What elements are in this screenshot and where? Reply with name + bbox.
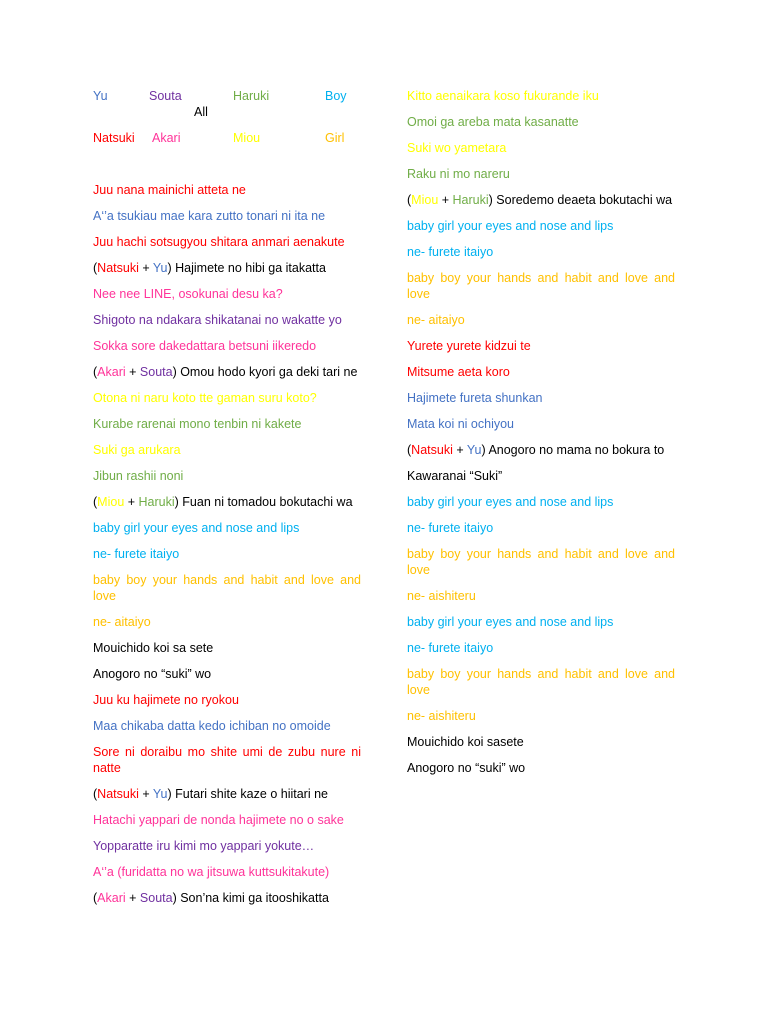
lyric-segment: Haruki [452,193,489,207]
legend-haruki: Haruki [233,89,270,103]
lyric-line [93,718,361,734]
lyric-segment: Souta [139,365,173,379]
lyric-line [93,744,361,776]
lyric-segment: ) Futari shite kaze o hiitari ne [167,787,328,801]
legend-girl: Girl [325,131,345,145]
lyric-line [93,182,361,198]
lyric-line [407,734,675,750]
lyric-line [407,416,675,432]
lyric-segment: Yu [152,261,168,275]
lyric-segment: baby girl your eyes and nose and lips [93,521,300,535]
lyric-segment: A‘’a tsukiau mae kara zutto tonari ni ita ne [93,209,326,223]
lyric-segment: Kawaranai “Suki” [407,469,503,483]
lyric-line [93,286,361,302]
lyric-segment: baby boy your hands and habit and love and love [407,271,675,301]
lyric-line [407,614,675,630]
lyric-segment: + [125,365,140,379]
lyric-segment: ( [407,443,412,457]
lyric-line [407,708,675,724]
lyric-line [93,640,361,656]
lyric-segment: + [438,193,453,207]
lyric-segment: baby boy your hands and habit and love and love [407,667,675,697]
lyric-segment: ) Fuan ni tomadou bokutachi wa [174,495,353,509]
lyric-line [407,494,675,510]
lyric-line [407,546,675,578]
lyric-line [93,812,361,828]
lyric-segment: Suki wo yametara [407,141,507,155]
lyric-line [93,312,361,328]
legend-souta: Souta [149,89,182,103]
lyric-segment: + [138,787,153,801]
lyric-segment: + [125,891,140,905]
lyric-segment: Yu [152,787,168,801]
lyric-line [93,864,361,880]
lyric-line [93,208,361,224]
lyric-segment: ne- furete itaiyo [407,641,494,655]
lyric-line [93,786,361,802]
lyric-segment: Mata koi ni ochiyou [407,417,515,431]
lyric-segment: Haruki [138,495,175,509]
legend-boy: Boy [325,89,347,103]
lyric-segment: Sokka sore dakedattara betsuni iikeredo [93,339,317,353]
lyric-segment: Mitsume aeta koro [407,365,510,379]
lyric-line [93,666,361,682]
lyric-line [93,442,361,458]
lyric-segment: Mouichido koi sa sete [93,641,214,655]
lyric-line [93,546,361,562]
lyric-segment: Omoi ga areba mata kasanatte [407,115,579,129]
lyric-segment: + [124,495,139,509]
lyric-segment: Kurabe rarenai mono tenbin ni kakete [93,417,302,431]
lyric-segment: Yu [466,443,482,457]
lyric-line [407,192,675,208]
lyric-segment: ne- furete itaiyo [93,547,180,561]
lyric-line [93,520,361,536]
lyric-segment: Akari [97,891,126,905]
lyric-segment: Shigoto na ndakara shikatanai no wakatte yo [93,313,342,327]
lyric-line [407,666,675,698]
lyric-line [93,416,361,432]
lyric-line [407,520,675,536]
lyric-line [93,692,361,708]
lyric-segment: Suki ga arukara [93,443,181,457]
lyric-line [407,338,675,354]
lyric-segment: Yurete yurete kidzui te [407,339,531,353]
lyric-line [407,140,675,156]
lyric-segment: Anogoro no “suki” wo [407,761,526,775]
lyric-segment: Nee nee LINE, osokunai desu ka? [93,287,283,301]
lyric-line [407,114,675,130]
lyric-line [407,468,675,484]
lyric-line [93,614,361,630]
lyric-line [407,760,675,776]
lyric-segment: Juu hachi sotsugyou shitara anmari aenakute [93,235,345,249]
lyrics-column-right [407,88,675,786]
lyric-line [93,390,361,406]
lyric-line [407,640,675,656]
lyric-segment: Miou [97,495,125,509]
lyric-line [93,468,361,484]
lyric-segment: ) Anogoro no mama no bokura to [481,443,665,457]
lyric-line [93,234,361,250]
lyric-segment: ( [93,365,98,379]
lyric-line [93,364,361,380]
lyric-segment: Natsuki [97,261,139,275]
lyric-segment: ( [93,891,98,905]
lyric-line [93,890,361,906]
lyric-segment: A‘’a (furidatta no wa jitsuwa kuttsukitakute) [93,865,330,879]
lyric-segment: baby girl your eyes and nose and lips [407,615,614,629]
lyric-segment: ( [407,193,412,207]
lyric-line [93,838,361,854]
lyric-segment: Akari [97,365,126,379]
lyric-line [93,494,361,510]
lyric-segment: baby girl your eyes and nose and lips [407,495,614,509]
lyric-line [407,312,675,328]
lyric-line [93,338,361,354]
lyric-segment: Maa chikaba datta kedo ichiban no omoide [93,719,331,733]
lyric-segment: Natsuki [411,443,453,457]
lyric-segment: Jibun rashii noni [93,469,184,483]
lyric-segment: Juu ku hajimete no ryokou [93,693,239,707]
lyric-segment: baby boy your hands and habit and love and love [93,573,361,603]
lyric-segment: ne- aitaiyo [93,615,151,629]
lyric-segment: Kitto aenaikara koso fukurande iku [407,89,599,103]
lyric-segment: Sore ni doraibu mo shite umi de zubu nure ni natte [93,745,361,775]
lyric-segment: Otona ni naru koto tte gaman suru koto? [93,391,317,405]
lyric-segment: ) Hajimete no hibi ga itakatta [167,261,326,275]
lyric-segment: Raku ni mo nareru [407,167,510,181]
lyric-segment: ne- furete itaiyo [407,245,494,259]
lyric-segment: ) Soredemo deaeta bokutachi wa [488,193,673,207]
lyric-line [407,588,675,604]
lyric-line [407,390,675,406]
legend-akari: Akari [152,131,181,145]
lyric-line [407,244,675,260]
lyric-line [407,364,675,380]
lyric-segment: Yopparatte iru kimi mo yappari yokute… [93,839,315,853]
lyric-segment: Hajimete fureta shunkan [407,391,543,405]
lyric-segment: Souta [139,891,173,905]
lyric-segment: Hatachi yappari de nonda hajimete no o sake [93,813,344,827]
lyric-segment: ne- aishiteru [407,589,476,603]
lyric-line [407,166,675,182]
lyric-segment: Miou [411,193,439,207]
lyric-segment: ne- aishiteru [407,709,476,723]
lyric-segment: ( [93,787,98,801]
legend-all: All [194,105,208,119]
lyrics-column-left [93,182,361,916]
lyric-segment: Mouichido koi sasete [407,735,524,749]
lyric-segment: ( [93,261,98,275]
lyric-segment: baby boy your hands and habit and love and love [407,547,675,577]
lyric-line [93,260,361,276]
lyric-segment: ( [93,495,98,509]
lyric-segment: ) Son’na kimi ga itooshikatta [172,891,329,905]
lyric-segment: + [452,443,467,457]
lyric-segment: Juu nana mainichi atteta ne [93,183,246,197]
lyric-line [407,270,675,302]
legend-miou: Miou [233,131,261,145]
lyric-line [407,442,675,458]
lyric-segment: + [138,261,153,275]
lyric-segment: baby girl your eyes and nose and lips [407,219,614,233]
lyric-segment: ne- furete itaiyo [407,521,494,535]
lyric-line [407,218,675,234]
lyric-segment: Anogoro no “suki” wo [93,667,212,681]
lyric-segment: ne- aitaiyo [407,313,465,327]
lyric-line [407,88,675,104]
legend-natsuki: Natsuki [93,131,135,145]
lyric-line [93,572,361,604]
lyric-segment: Natsuki [97,787,139,801]
legend-yu: Yu [93,89,108,103]
lyric-segment: ) Omou hodo kyori ga deki tari ne [172,365,358,379]
